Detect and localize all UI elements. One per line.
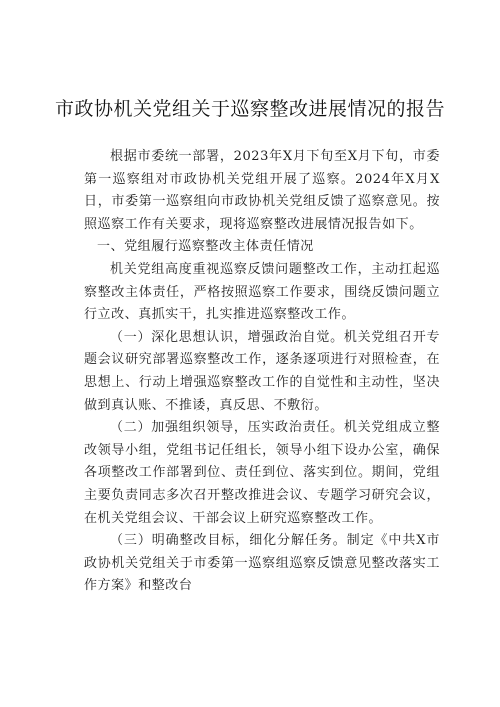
section-heading: 一、党组履行巡察整改主体责任情况 <box>97 239 314 255</box>
item-paragraph-3: （三）明确整改目标，细化分解任务。制定《中共X市政协机关党组关于市委第一巡察组巡察反馈意见整改落实工作方案》和整改台 <box>84 533 440 594</box>
page-title: 市政协机关党组关于巡察整改进展情况的报告 <box>54 98 445 120</box>
document-body <box>84 146 440 598</box>
item-paragraph-1: （一）深化思想认识，增强政治自觉。机关党组召开专题会议研究部署巡察整改工作，逐条逐项进行对照检查，在思想上、行动上增强巡察整改工作的自觉性和主动性，坚决做到真认账、不推诿，真反思、不敷衍。 <box>84 329 440 413</box>
item-paragraph-2: （二）加强组织领导，压实政治责任。机关党组成立整改领导小组，党组书记任组长，领导小组下设办公室，确保各项整改工作部署到位、责任到位、落实到位。期间，党组主要负责同志多次召开整改推进会议、专题学习研究会议，在机关党组会议、干部会议上研究巡察整改工作。 <box>84 420 440 526</box>
intro-paragraph: 根据市委统一部署，2023年X月下旬至X月下旬，市委第一巡察组对市政协机关党组开展了巡察。2024年X月X日，市委第一巡察组向市政协机关党组反馈了巡察意见。按照巡察工作有关要求，现将巡察整改进展情况报告如下。 <box>84 149 440 232</box>
section-paragraph: 机关党组高度重视巡察反馈问题整改工作，主动扛起巡察整改主体责任，严格按照巡察工作要求，围绕反馈问题立行立改、真抓实干，扎实推进巡察整改工作。 <box>84 261 440 323</box>
